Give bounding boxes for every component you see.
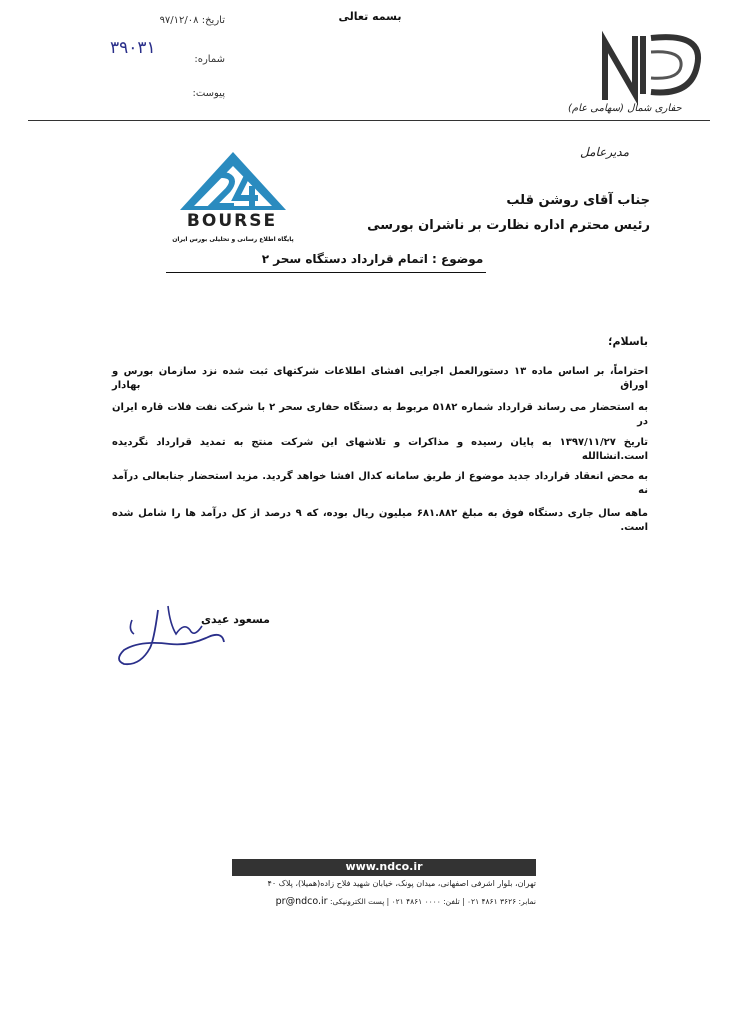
date-value: ۹۷/۱۲/۰۸ <box>159 15 199 26</box>
footer-address: تهران، بلوار اشرفی اصفهانی، میدان پونک، خیابان شهید فلاح زاده(همیلا)، پلاک ۴۰ <box>267 879 536 888</box>
signature-icon <box>110 600 230 680</box>
body-line: احتراماً، بر اساس ماده ۱۳ دستورالعمل اجرایی افشای اطلاعات شرکتهای ثبت شده نزد سازمان بورس و اوراق بهادار <box>112 366 648 391</box>
attachment-label: پیوست: <box>192 88 225 99</box>
bourse-logo-text: BOURSE <box>186 211 278 231</box>
date-field <box>120 15 225 26</box>
bourse-logo-icon <box>168 150 298 250</box>
attachment-field <box>120 88 225 99</box>
body-line: ماهه سال جاری دستگاه فوق به مبلغ ۶۸۱.۸۸۲ میلیون ریال بوده، که ۹ درصد از کل درآمد ها را شامل شده است. <box>112 508 648 533</box>
footer-contact <box>232 896 536 907</box>
body-line: به استحضار می رساند قرارداد شماره ۵۱۸۲ مربوط به دستگاه حفاری سحر ۲ با شرکت نفت فلات قاره ایران در <box>112 402 648 427</box>
bourse-tagline: پایگاه اطلاع رسانی و تحلیلی بورس ایران <box>172 236 294 243</box>
invocation: بسمه تعالی <box>338 10 402 23</box>
addressee-title: رئیس محترم اداره نظارت بر ناشران بورسی <box>367 218 650 233</box>
footer-website[interactable]: www.ndco.ir <box>345 860 423 873</box>
greeting: باسلام؛ <box>608 335 648 348</box>
footer-email[interactable]: pr@ndco.ir <box>275 896 328 907</box>
subject-line: موضوع : اتمام قرارداد دستگاه سحر ۲ <box>261 252 484 266</box>
ceo-note: مدیرعامل <box>580 145 630 159</box>
letter-number-handwritten: ۳۹۰۳۱ <box>110 38 156 58</box>
company-name: حفاری شمال (سهامی عام) <box>568 103 682 114</box>
body-line: به محض انعقاد قرارداد جدید موضوع از طریق سامانه کدال افشا خواهد گردید. مزید استحضار جنابعالی درآمد نه <box>112 471 648 496</box>
date-label: تاریخ: <box>201 15 225 26</box>
subject-underline <box>166 272 486 273</box>
header-divider <box>28 120 710 121</box>
signatory-name: مسعود عیدی <box>200 613 270 626</box>
footer-phone-fax: نمابر: ۳۶۲۶ ۴۸۶۱ ۰۲۱ | تلفن: ۰۰۰۰ ۴۸۶۱ ۰۲۱ | پست الکترونیکی: <box>329 897 536 906</box>
number-label: شماره: <box>194 54 225 65</box>
body-line: تاریخ ۱۳۹۷/۱۱/۲۷ به پایان رسیده و مذاکرات و تلاشهای این شرکت منتج به تمدید قرارداد نگردیده است.انشاالله <box>112 437 648 462</box>
addressee-name: جناب آقای روشن قلب <box>506 193 650 208</box>
